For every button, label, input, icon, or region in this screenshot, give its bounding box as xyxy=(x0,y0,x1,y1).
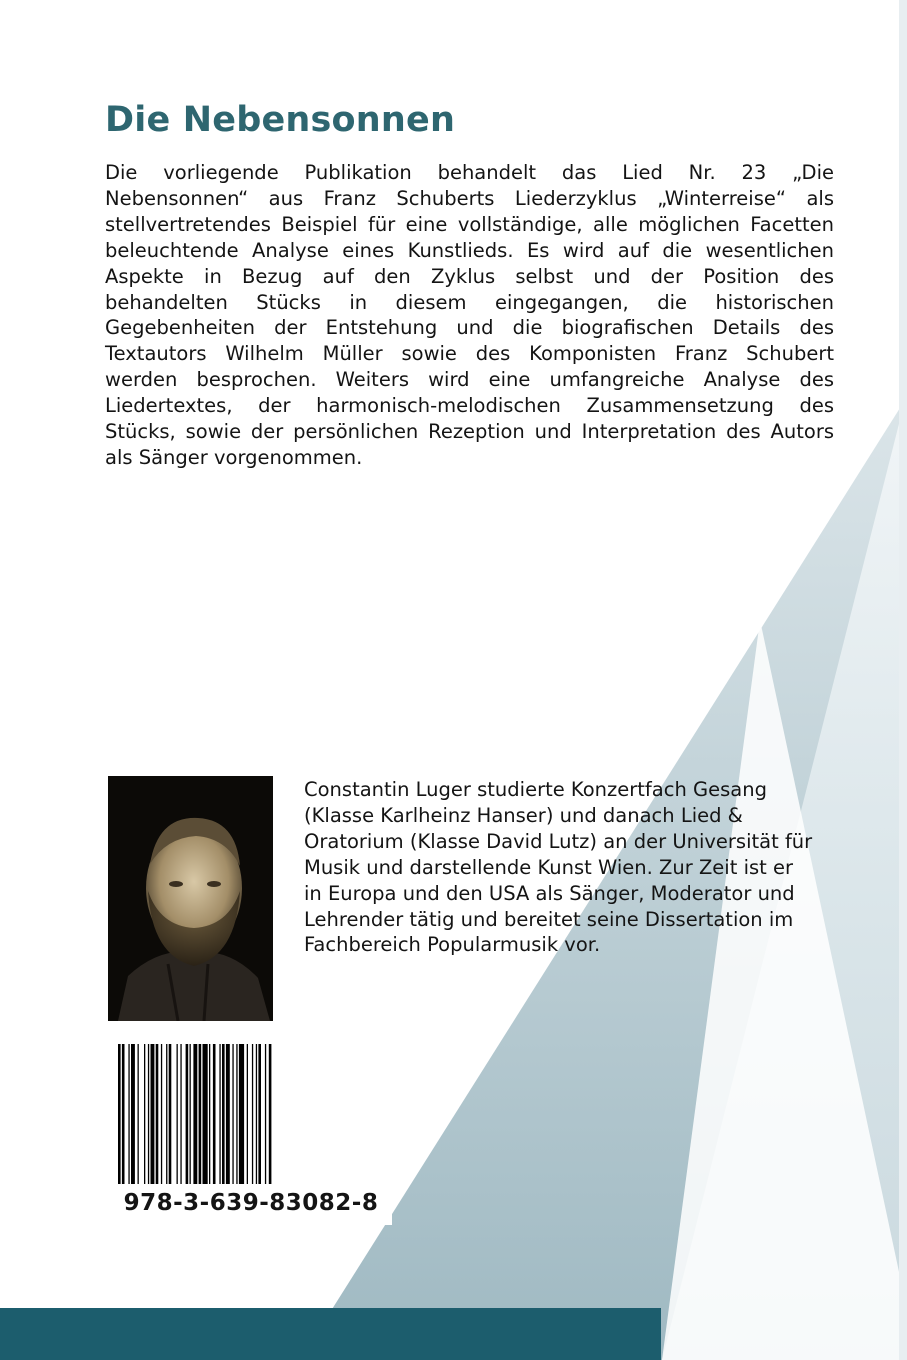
barcode-bar xyxy=(144,1044,145,1184)
barcode-bar xyxy=(131,1044,135,1184)
barcode-bar xyxy=(177,1044,178,1184)
bio-line: Oratorium (Klasse David Lutz) an der Universität für xyxy=(304,829,813,853)
description-line: beleuchtende Analyse eines Kunstlieds. Es wird auf die wesentlichen xyxy=(105,238,834,262)
barcode-bar xyxy=(156,1044,159,1184)
description-line: Textautors Wilhelm Müller sowie des Komponisten Franz Schubert xyxy=(105,342,834,366)
barcode xyxy=(116,1044,386,1184)
bio-line: Constantin Luger studierte Konzertfach Gesang xyxy=(304,778,767,801)
bio-line: (Klasse Karlheinz Hanser) und danach Lied & xyxy=(304,803,743,827)
barcode-bar xyxy=(118,1044,121,1184)
barcode-bar xyxy=(138,1044,139,1184)
right-edge-strip xyxy=(899,0,907,1360)
barcode-bar xyxy=(199,1044,202,1184)
book-title: Die Nebensonnen xyxy=(105,100,456,140)
barcode-bar xyxy=(239,1044,244,1184)
author-bio xyxy=(304,777,844,958)
book-description xyxy=(105,160,834,471)
barcode-bar xyxy=(186,1044,189,1184)
barcode-bar xyxy=(226,1044,230,1184)
barcode-bar xyxy=(209,1044,210,1184)
description-line: Stücks, sowie der persönlichen Rezeption und Interpretation des Autors xyxy=(105,420,834,444)
barcode-bar xyxy=(265,1044,266,1184)
barcode-bar xyxy=(169,1044,172,1184)
barcode-bar xyxy=(219,1044,220,1184)
barcode-bar xyxy=(247,1044,248,1184)
barcode-bar xyxy=(232,1044,233,1184)
bio-line: Lehrender tätig und bereitet seine Dissertation im xyxy=(304,907,794,931)
barcode-bar xyxy=(269,1044,272,1184)
description-line: stellvertretendes Beispiel für eine vollständige, alle möglichen Facetten xyxy=(105,212,834,236)
barcode-bar xyxy=(256,1044,257,1184)
barcode-bar xyxy=(236,1044,237,1184)
description-line: werden besprochen. Weiters wird eine umfangreiche Analyse des xyxy=(105,368,834,392)
barcode-bar xyxy=(166,1044,167,1184)
bio-line: Fachbereich Popularmusik vor. xyxy=(304,933,601,957)
barcode-bar xyxy=(222,1044,225,1184)
description-line: Gegebenheiten der Entstehung und die biografischen Details des xyxy=(105,316,834,340)
barcode-bar xyxy=(180,1044,181,1184)
barcode-bar xyxy=(190,1044,191,1184)
barcode-bar xyxy=(258,1044,261,1184)
barcode-bar xyxy=(203,1044,208,1184)
barcode-bar xyxy=(213,1044,216,1184)
barcode-block xyxy=(110,1040,392,1225)
barcode-bar xyxy=(151,1044,155,1184)
barcode-bar xyxy=(193,1044,197,1184)
description-line: als Sänger vorgenommen. xyxy=(105,445,363,469)
description-line: Die vorliegende Publikation behandelt das Lied Nr. 23 „Die xyxy=(105,161,834,184)
description-line: Aspekte in Bezug auf den Zyklus selbst und der Position des xyxy=(105,264,834,288)
barcode-bar xyxy=(161,1044,162,1184)
description-line: behandelten Stücks in diesem eingegangen, die historischen xyxy=(105,290,834,314)
description-line: Nebensonnen“ aus Franz Schuberts Liederzyklus „Winterreise“ als xyxy=(105,186,834,210)
barcode-bar xyxy=(122,1044,125,1184)
barcode-bar xyxy=(148,1044,149,1184)
description-line: Liedertextes, der harmonisch-melodischen Zusammensetzung des xyxy=(105,394,834,418)
barcode-bar xyxy=(128,1044,129,1184)
bottom-color-band xyxy=(0,1308,661,1360)
barcode-bar xyxy=(252,1044,253,1184)
isbn-number: 978-3-639-83082-8 xyxy=(123,1190,379,1216)
author-photo xyxy=(108,776,273,1021)
bio-line: in Europa und den USA als Sänger, Moderator und xyxy=(304,881,795,905)
bio-line: Musik und darstellende Kunst Wien. Zur Zeit ist er xyxy=(304,855,794,879)
